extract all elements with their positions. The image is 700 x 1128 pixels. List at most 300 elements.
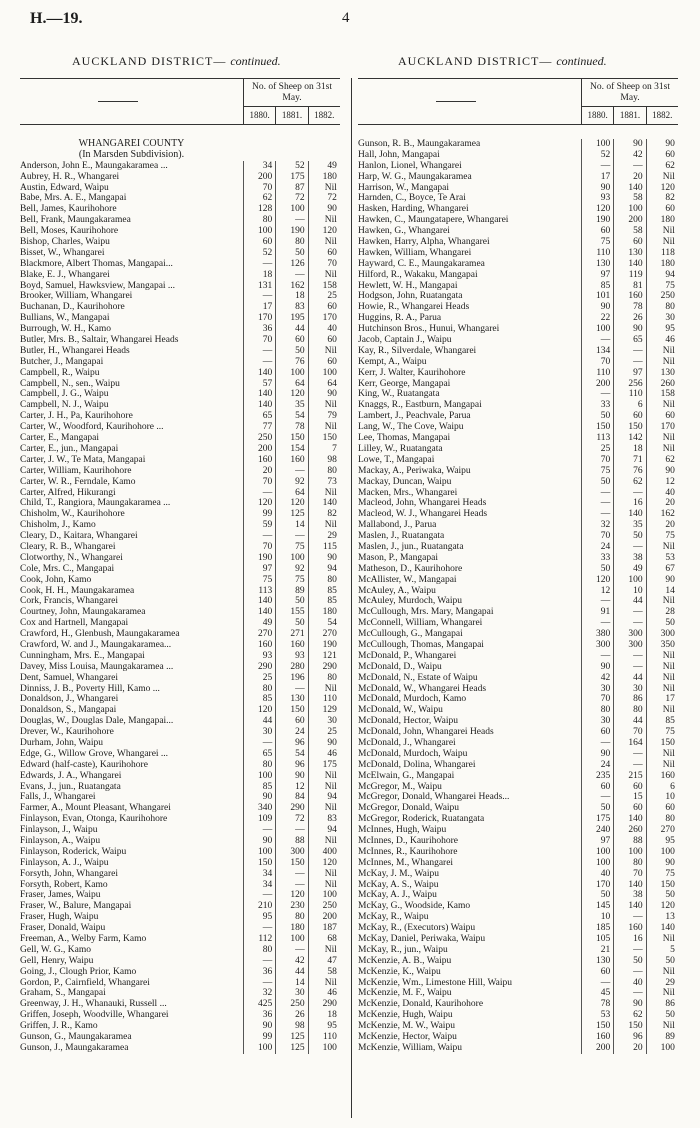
- table-row: [20, 433, 340, 444]
- sheep-1880-cell: 100: [243, 847, 275, 858]
- sheep-1881-cell: 142: [613, 433, 645, 444]
- sheep-1881-cell: —: [275, 825, 307, 836]
- owner-cell: Courtney, John, Maungakaramea: [20, 607, 146, 618]
- sheep-1882-cell: 6: [646, 782, 678, 793]
- table-row: [20, 422, 340, 433]
- page-number: 4: [342, 10, 350, 26]
- sheep-1880-cell: —: [243, 923, 275, 934]
- owner-cell: King, W., Ruatangata: [358, 389, 440, 400]
- sheep-1881-cell: 60: [275, 716, 307, 727]
- sheep-1880-cell: 60: [581, 727, 613, 738]
- owner-cell: Fraser, Donald, Waipu: [20, 923, 106, 934]
- sheep-1881-cell: 96: [275, 738, 307, 749]
- owner-cell: McDonald, J., Whangarei: [358, 737, 456, 748]
- sheep-1880-cell: 80: [581, 705, 613, 716]
- table-row: [358, 270, 678, 281]
- table-row: [358, 509, 678, 520]
- table-row: [20, 564, 340, 575]
- owner-cell: Jacob, Captain J., Waipu: [358, 335, 452, 346]
- owner-cell: Carter, E., jun., Mangapai: [20, 443, 119, 454]
- sheep-1882-cell: Nil: [308, 782, 340, 793]
- sheep-1880-cell: 77: [243, 422, 275, 433]
- table-row: [358, 988, 678, 999]
- sheep-1880-cell: 80: [243, 215, 275, 226]
- sheep-1880-cell: 90: [243, 1021, 275, 1032]
- table-row: [358, 814, 678, 825]
- sheep-1882-cell: 80: [308, 673, 340, 684]
- owner-cell: Griffen, J. R., Kamo: [20, 1021, 98, 1032]
- owner-cell: Campbell, R., Waipu: [20, 367, 100, 378]
- sheep-1881-cell: 42: [613, 150, 645, 161]
- sheep-1882-cell: 90: [646, 466, 678, 477]
- table-row: [358, 389, 678, 400]
- sheep-1882-cell: 28: [646, 607, 678, 618]
- sheep-1881-cell: 35: [613, 520, 645, 531]
- owner-cell: Cunningham, Mrs. E., Mangapai: [20, 650, 145, 661]
- sheep-1880-cell: 170: [581, 880, 613, 891]
- owner-cell: Cook, John, Kamo: [20, 574, 92, 585]
- table-row: [20, 716, 340, 727]
- sheep-1880-cell: 160: [243, 640, 275, 651]
- owner-cell: Carter, J. W., Te Mata, Mangapai: [20, 454, 146, 465]
- table-row: [358, 335, 678, 346]
- sheep-1880-cell: 93: [581, 193, 613, 204]
- table-row: [20, 324, 340, 335]
- sheep-1882-cell: 75: [646, 727, 678, 738]
- owner-cell: Kay, R., Silverdale, Whangarei: [358, 345, 477, 356]
- sheep-1880-cell: 97: [581, 270, 613, 281]
- sheep-1881-cell: 44: [613, 716, 645, 727]
- right-table: [358, 78, 678, 1054]
- sheep-1882-cell: 85: [308, 596, 340, 607]
- owner-cell: Macken, Mrs., Whangarei: [358, 487, 458, 498]
- sheep-1880-cell: 128: [243, 204, 275, 215]
- table-row: [358, 596, 678, 607]
- sheep-1882-cell: Nil: [308, 346, 340, 357]
- sheep-1881-cell: 140: [613, 259, 645, 270]
- sheep-1880-cell: 99: [243, 509, 275, 520]
- owner-cell: Maslen, J., Ruatangata: [358, 531, 445, 542]
- sheep-1882-cell: 75: [646, 531, 678, 542]
- sheep-1880-cell: 100: [581, 858, 613, 869]
- sheep-1881-cell: 16: [613, 498, 645, 509]
- sheep-1882-cell: 94: [308, 564, 340, 575]
- sheep-1880-cell: 160: [243, 455, 275, 466]
- sheep-1882-cell: 290: [308, 662, 340, 673]
- sheep-1881-cell: —: [613, 161, 645, 172]
- sheep-1882-cell: 100: [308, 1043, 340, 1054]
- sheep-1881-cell: 18: [613, 444, 645, 455]
- sheep-1880-cell: 120: [243, 498, 275, 509]
- sheep-1882-cell: 29: [308, 531, 340, 542]
- table-row: [20, 520, 340, 531]
- table-row: [20, 531, 340, 542]
- sheep-1880-cell: —: [243, 956, 275, 967]
- sheep-1880-cell: 97: [243, 564, 275, 575]
- table-row: [358, 890, 678, 901]
- sheep-1880-cell: 235: [581, 771, 613, 782]
- subdivision-heading: (In Marsden Subdivision).: [78, 148, 185, 160]
- sheep-1880-cell: 90: [581, 662, 613, 673]
- sheep-1881-cell: —: [275, 531, 307, 542]
- column-divider: [351, 78, 352, 1118]
- owner-cell: Finlayson, Evan, Otonga, Kaurihohore: [20, 814, 168, 825]
- table-row: [20, 193, 340, 204]
- sheep-1882-cell: Nil: [308, 945, 340, 956]
- sheep-1882-cell: Nil: [646, 346, 678, 357]
- owner-cell: Brooker, William, Whangarei: [20, 291, 133, 302]
- table-row: [358, 139, 678, 150]
- sheep-1882-cell: Nil: [646, 662, 678, 673]
- sheep-1881-cell: 130: [275, 694, 307, 705]
- owner-cell: McKenzie, M. W., Waipu: [358, 1021, 455, 1032]
- sheep-1882-cell: 50: [646, 890, 678, 901]
- sheep-1880-cell: 65: [243, 749, 275, 760]
- sheep-1880-cell: 131: [243, 281, 275, 292]
- sheep-1882-cell: 73: [308, 477, 340, 488]
- sheep-1880-cell: 30: [581, 684, 613, 695]
- sheep-1882-cell: 187: [308, 923, 340, 934]
- table-row: [20, 259, 340, 270]
- owner-cell: Lee, Thomas, Mangapai: [358, 433, 451, 444]
- table-row: [20, 400, 340, 411]
- table-row: [358, 901, 678, 912]
- sheep-1881-cell: —: [613, 662, 645, 673]
- table-row: [20, 291, 340, 302]
- sheep-1880-cell: 110: [581, 248, 613, 259]
- owner-cell: Evans, J., jun., Ruatangata: [20, 781, 121, 792]
- owner-cell: Campbell, N., sen., Waipu: [20, 378, 120, 389]
- sheep-1881-cell: —: [275, 869, 307, 880]
- table-row: [20, 335, 340, 346]
- table-row: [20, 988, 340, 999]
- sheep-1880-cell: 160: [581, 1032, 613, 1043]
- owner-cell: Fraser, W., Balure, Mangapai: [20, 901, 132, 912]
- right-section-title: [398, 54, 607, 69]
- sheep-1882-cell: 175: [308, 760, 340, 771]
- right-sheep-header: No. of Sheep on 31st May.: [581, 79, 678, 107]
- sheep-1882-cell: Nil: [646, 172, 678, 183]
- sheep-1880-cell: —: [243, 890, 275, 901]
- sheep-1882-cell: 190: [308, 640, 340, 651]
- owner-cell: McKenzie, K., Waipu: [358, 966, 441, 977]
- owner-cell: Donaldson, J., Whangarei: [20, 694, 119, 705]
- owner-cell: Butler, Mrs. B., Saltair, Whangarei Heads: [20, 335, 179, 346]
- table-row: [358, 880, 678, 891]
- owner-cell: Knaggs, R., Eastburn, Mangapai: [358, 400, 482, 411]
- owner-cell: Clotworthy, N., Whangarei: [20, 552, 123, 563]
- sheep-1880-cell: 120: [243, 705, 275, 716]
- table-row: [358, 999, 678, 1010]
- sheep-1881-cell: 38: [613, 553, 645, 564]
- sheep-1880-cell: 145: [581, 901, 613, 912]
- sheep-1880-cell: —: [581, 488, 613, 499]
- sheep-1881-cell: —: [613, 618, 645, 629]
- sheep-1881-cell: 300: [613, 640, 645, 651]
- sheep-1881-cell: 44: [275, 324, 307, 335]
- owner-cell: Austin, Edward, Waipu: [20, 182, 109, 193]
- sheep-1881-cell: 215: [613, 771, 645, 782]
- table-row: [358, 498, 678, 509]
- table-row: [20, 967, 340, 978]
- table-row: [358, 662, 678, 673]
- owner-cell: McKay, Daniel, Periwaka, Waipu: [358, 934, 486, 945]
- sheep-1880-cell: 200: [581, 1043, 613, 1054]
- sheep-1881-cell: —: [613, 651, 645, 662]
- table-row: [358, 760, 678, 771]
- owner-cell: Butler, H., Whangarei Heads: [20, 345, 130, 356]
- sheep-1881-cell: 140: [613, 814, 645, 825]
- sheep-1880-cell: —: [243, 825, 275, 836]
- sheep-1880-cell: 100: [243, 226, 275, 237]
- sheep-1882-cell: 120: [646, 901, 678, 912]
- sheep-1881-cell: 100: [275, 934, 307, 945]
- sheep-1882-cell: Nil: [646, 357, 678, 368]
- sheep-1881-cell: 90: [613, 999, 645, 1010]
- sheep-1882-cell: 180: [308, 607, 340, 618]
- sheep-1880-cell: 45: [581, 988, 613, 999]
- sheep-1880-cell: 100: [581, 139, 613, 150]
- sheep-1881-cell: 200: [613, 215, 645, 226]
- owner-cell: McGregor, M., Waipu: [358, 781, 442, 792]
- sheep-1882-cell: 98: [308, 455, 340, 466]
- sheep-1882-cell: Nil: [646, 226, 678, 237]
- sheep-1880-cell: —: [581, 335, 613, 346]
- sheep-1882-cell: 100: [308, 890, 340, 901]
- sheep-1880-cell: 44: [243, 716, 275, 727]
- sheep-1881-cell: —: [613, 912, 645, 923]
- sheep-1880-cell: 78: [581, 999, 613, 1010]
- sheep-1882-cell: 60: [308, 248, 340, 259]
- sheep-1881-cell: 60: [613, 782, 645, 793]
- table-row: [20, 803, 340, 814]
- sheep-1880-cell: 380: [581, 629, 613, 640]
- sheep-1881-cell: 300: [613, 629, 645, 640]
- table-row: [20, 880, 340, 891]
- sheep-1882-cell: 40: [646, 488, 678, 499]
- owner-cell: Falls, J., Whangarei: [20, 792, 96, 803]
- table-row: [20, 1010, 340, 1021]
- sheep-1881-cell: 71: [613, 455, 645, 466]
- sheep-1882-cell: Nil: [308, 270, 340, 281]
- sheep-1880-cell: 36: [243, 324, 275, 335]
- table-row: [358, 749, 678, 760]
- sheep-1880-cell: —: [581, 978, 613, 989]
- sheep-1881-cell: 140: [613, 509, 645, 520]
- owner-cell: McCullough, Mrs. Mary, Mangapai: [358, 607, 494, 618]
- table-row: [20, 760, 340, 771]
- sheep-1881-cell: 89: [275, 586, 307, 597]
- table-row: [20, 1032, 340, 1043]
- sheep-1881-cell: 84: [275, 792, 307, 803]
- table-row: [20, 498, 340, 509]
- sheep-1881-cell: 60: [613, 803, 645, 814]
- table-row: [358, 771, 678, 782]
- sheep-1880-cell: 49: [243, 618, 275, 629]
- sheep-1881-cell: —: [613, 357, 645, 368]
- table-row: [20, 596, 340, 607]
- owner-cell: McKenzie, Wm., Limestone Hill, Waipu: [358, 977, 513, 988]
- sheep-1881-cell: 60: [275, 335, 307, 346]
- sheep-1882-cell: 60: [308, 302, 340, 313]
- owner-cell: Finlayson, A. J., Waipu: [20, 857, 109, 868]
- owner-cell: McKenzie, Hector, Waipu: [358, 1032, 457, 1043]
- owner-cell: Butcher, J., Mangapai: [20, 356, 104, 367]
- sheep-1882-cell: 80: [646, 814, 678, 825]
- left-section-title: [72, 54, 281, 69]
- owner-cell: Carter, W. R., Ferndale, Kamo: [20, 476, 136, 487]
- sheep-1881-cell: 120: [275, 890, 307, 901]
- sheep-1881-cell: 60: [613, 237, 645, 248]
- table-row: [358, 422, 678, 433]
- sheep-1880-cell: 70: [581, 531, 613, 542]
- sheep-1881-cell: 98: [275, 1021, 307, 1032]
- sheep-1882-cell: Nil: [308, 869, 340, 880]
- sheep-1881-cell: 120: [275, 498, 307, 509]
- sheep-1880-cell: 75: [581, 466, 613, 477]
- sheep-1880-cell: 210: [243, 901, 275, 912]
- sheep-1881-cell: 140: [613, 183, 645, 194]
- sheep-1881-cell: 42: [275, 956, 307, 967]
- sheep-1881-cell: 52: [275, 161, 307, 172]
- sheep-1881-cell: 38: [613, 890, 645, 901]
- sheep-1880-cell: 270: [243, 629, 275, 640]
- sheep-1881-cell: 58: [613, 226, 645, 237]
- sheep-1882-cell: 170: [308, 313, 340, 324]
- table-row: [358, 607, 678, 618]
- sheep-1882-cell: Nil: [308, 215, 340, 226]
- owner-cell: Cox and Hartnell, Mangapai: [20, 618, 129, 629]
- sheep-1882-cell: 162: [646, 509, 678, 520]
- owner-cell: McDonald, N., Estate of Waipu: [358, 672, 478, 683]
- table-row: [358, 956, 678, 967]
- table-row: [358, 967, 678, 978]
- owner-cell: Campbell, N. J., Waipu: [20, 400, 109, 411]
- owner-cell: McCullough, G., Mangapai: [358, 629, 463, 640]
- sheep-1881-cell: 250: [275, 999, 307, 1010]
- sheep-1881-cell: 97: [613, 368, 645, 379]
- sheep-1880-cell: 24: [581, 542, 613, 553]
- owner-cell: Kempt, A., Waipu: [358, 356, 427, 367]
- sheep-1882-cell: Nil: [646, 934, 678, 945]
- table-row: [20, 248, 340, 259]
- sheep-1880-cell: 80: [243, 684, 275, 695]
- owner-cell: Carter, W., Woodford, Kaurihohore ...: [20, 422, 164, 433]
- sheep-1880-cell: 95: [243, 912, 275, 923]
- sheep-1880-cell: —: [243, 346, 275, 357]
- sheep-1881-cell: —: [613, 607, 645, 618]
- sheep-1881-cell: 16: [613, 934, 645, 945]
- sheep-1880-cell: 60: [581, 782, 613, 793]
- table-row: [20, 346, 340, 357]
- sheep-1882-cell: Nil: [646, 651, 678, 662]
- sheep-1882-cell: 158: [646, 389, 678, 400]
- sheep-1881-cell: 196: [275, 673, 307, 684]
- table-row: [20, 389, 340, 400]
- owner-cell: Chisholm, J., Kamo: [20, 520, 96, 531]
- sheep-1880-cell: 70: [243, 183, 275, 194]
- sheep-1882-cell: 60: [308, 357, 340, 368]
- owner-cell: Gell, W. G., Kamo: [20, 944, 91, 955]
- owner-cell: Edge, G., Willow Grove, Whangarei ...: [20, 748, 169, 759]
- owner-cell: Mallabond, J., Parua: [358, 520, 437, 531]
- sheep-1882-cell: 160: [646, 771, 678, 782]
- owner-cell: McDonald, P., Whangarei: [358, 650, 457, 661]
- sheep-1882-cell: 60: [646, 803, 678, 814]
- sheep-1880-cell: 50: [581, 564, 613, 575]
- table-row: [20, 488, 340, 499]
- table-row: [20, 444, 340, 455]
- sheep-1882-cell: 270: [646, 825, 678, 836]
- sheep-1880-cell: 50: [581, 803, 613, 814]
- sheep-1882-cell: Nil: [308, 836, 340, 847]
- sheep-1882-cell: 200: [308, 912, 340, 923]
- owner-cell: McKay, R., Waipu: [358, 912, 429, 923]
- sheep-1882-cell: 129: [308, 705, 340, 716]
- right-district-name: AUCKLAND DISTRICT—: [398, 54, 553, 68]
- table-row: [20, 978, 340, 989]
- sheep-1882-cell: 290: [308, 999, 340, 1010]
- sheep-1880-cell: —: [581, 738, 613, 749]
- owner-cell: Edward (half-caste), Kaurihohore: [20, 759, 148, 770]
- sheep-1881-cell: 44: [275, 967, 307, 978]
- sheep-1882-cell: 300: [646, 629, 678, 640]
- sheep-1882-cell: 80: [646, 302, 678, 313]
- sheep-1882-cell: 140: [646, 923, 678, 934]
- sheep-1882-cell: 7: [308, 444, 340, 455]
- table-row: [20, 858, 340, 869]
- owner-cell: Crawford, H., Glenbush, Maungakaramea: [20, 629, 180, 640]
- table-row: [358, 433, 678, 444]
- owner-cell: Gordon, P., Cairnfield, Whangarei: [20, 977, 150, 988]
- sheep-1882-cell: 90: [646, 575, 678, 586]
- sheep-1880-cell: 240: [581, 825, 613, 836]
- sheep-1880-cell: 80: [243, 945, 275, 956]
- sheep-1882-cell: 13: [646, 912, 678, 923]
- sheep-1882-cell: Nil: [646, 542, 678, 553]
- sheep-1881-cell: 18: [275, 291, 307, 302]
- owner-cell: McDonald, Hector, Waipu: [358, 716, 458, 727]
- sheep-1880-cell: 100: [581, 847, 613, 858]
- sheep-1881-cell: 78: [275, 422, 307, 433]
- sheep-1881-cell: 70: [613, 869, 645, 880]
- table-row: [358, 694, 678, 705]
- sheep-1881-cell: 100: [275, 368, 307, 379]
- owner-cell: Burrough, W. H., Kamo: [20, 324, 112, 335]
- sheep-1881-cell: 83: [275, 302, 307, 313]
- sheep-1881-cell: 256: [613, 379, 645, 390]
- sheep-1881-cell: 50: [613, 531, 645, 542]
- sheep-1881-cell: 35: [275, 400, 307, 411]
- table-row: [20, 684, 340, 695]
- sheep-1882-cell: 121: [308, 651, 340, 662]
- table-row: [358, 259, 678, 270]
- table-row: [20, 999, 340, 1010]
- sheep-1881-cell: 50: [275, 596, 307, 607]
- sheep-1882-cell: 46: [308, 988, 340, 999]
- sheep-1882-cell: 75: [646, 281, 678, 292]
- owner-cell: Bell, James, Kaurihohore: [20, 204, 117, 215]
- sheep-1880-cell: —: [243, 531, 275, 542]
- table-row: [358, 183, 678, 194]
- sheep-1880-cell: 110: [581, 368, 613, 379]
- owner-cell: McKenzie, Hugh, Waipu: [358, 1010, 453, 1021]
- sheep-1881-cell: —: [613, 346, 645, 357]
- sheep-1880-cell: 99: [243, 1032, 275, 1043]
- sheep-1881-cell: 93: [275, 651, 307, 662]
- sheep-1882-cell: 80: [308, 575, 340, 586]
- sheep-1880-cell: 250: [243, 433, 275, 444]
